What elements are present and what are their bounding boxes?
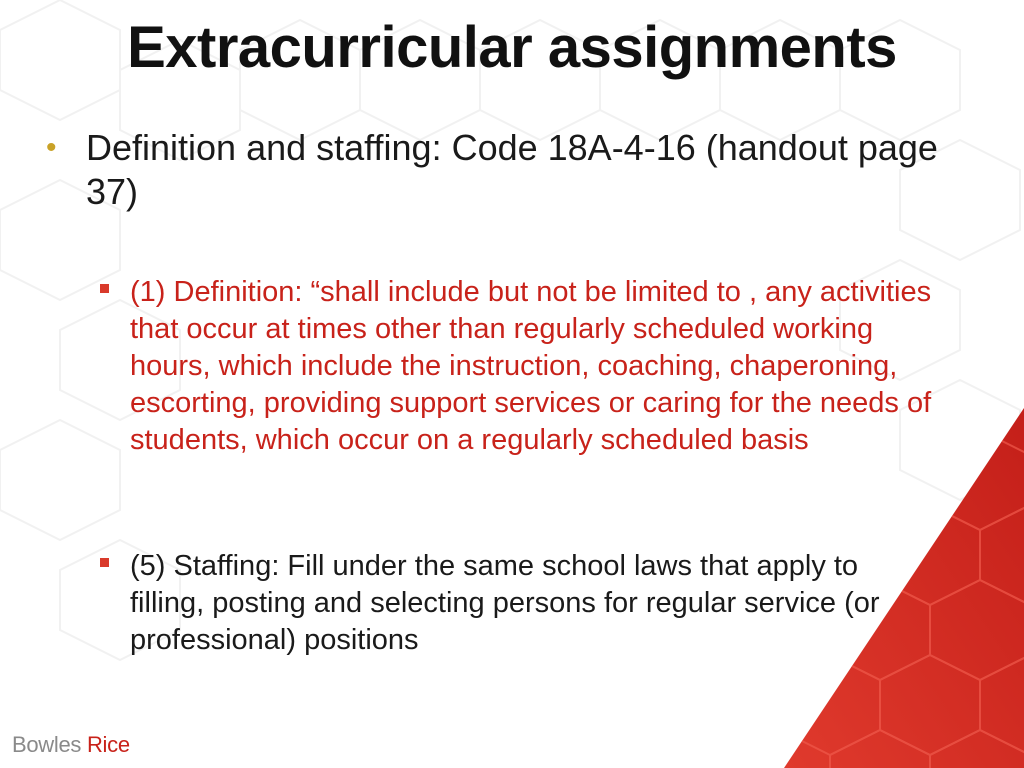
bullet-dot-icon: • xyxy=(46,131,57,164)
square-bullet-icon xyxy=(100,558,109,567)
sub-bullet-text: (5) Staffing: Fill under the same school laws that apply to filling, posting and selecting persons for regular service (or professional) positions xyxy=(130,550,880,656)
logo-part-rice: Rice xyxy=(86,732,130,757)
logo-part-bowles: Bowles xyxy=(12,732,82,757)
bowles-rice-logo xyxy=(12,732,130,758)
slide-title: Extracurricular assignments xyxy=(127,15,897,80)
sub-bullet-definition xyxy=(100,274,940,459)
sub-bullet-staffing xyxy=(100,548,940,659)
bullet-definition-staffing xyxy=(46,126,946,214)
square-bullet-icon xyxy=(100,284,109,293)
bullet-text: Definition and staffing: Code 18A-4-16 (handout page 37) xyxy=(86,127,938,212)
sub-bullet-text: (1) Definition: “shall include but not be limited to , any activities that occur at times other than regularly scheduled working hours, which include the instruction, coaching, chaperoning, escorting, providing support services or caring for the needs of students, which occur on a regularly scheduled basis xyxy=(130,276,932,456)
